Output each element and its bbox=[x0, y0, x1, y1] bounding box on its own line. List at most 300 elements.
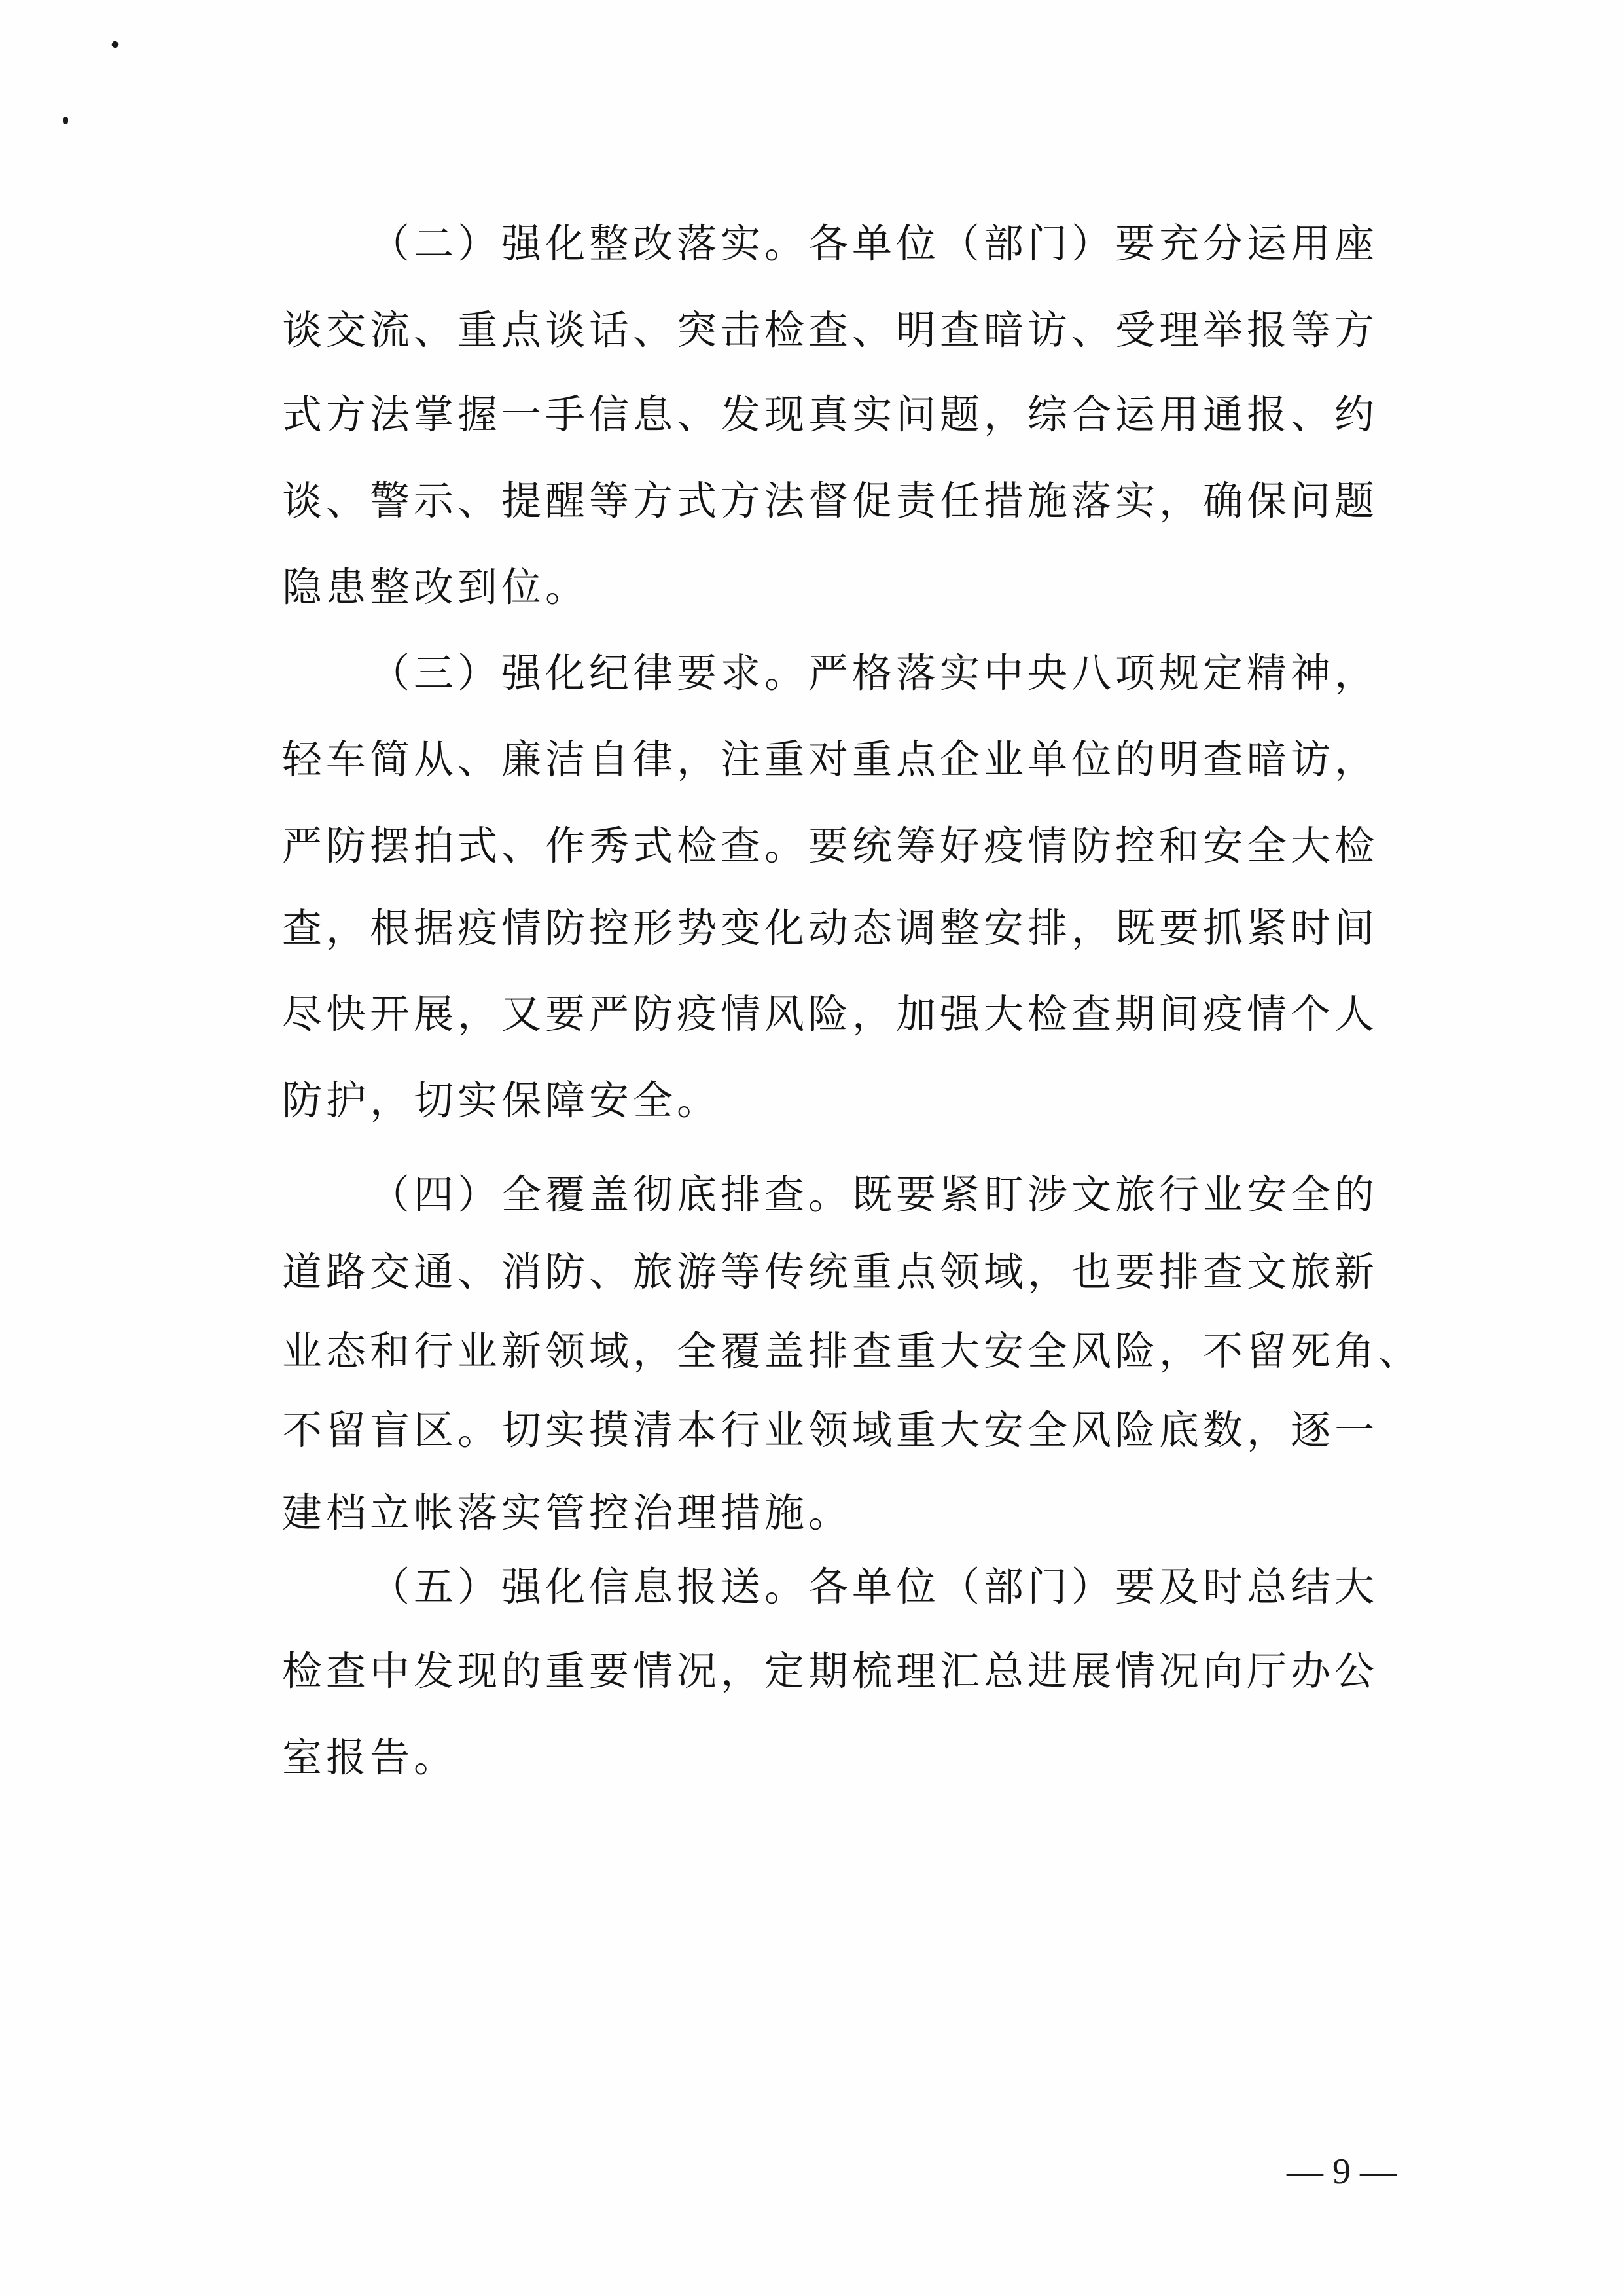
text-line bbox=[280, 1487, 850, 1539]
text-char: ， bbox=[1027, 1249, 1067, 1295]
text-char: 报 bbox=[325, 1734, 366, 1781]
text-char: 落 bbox=[895, 650, 936, 696]
text-char: 办 bbox=[1290, 1648, 1330, 1695]
text-char: 提 bbox=[501, 478, 541, 524]
text-char: 况 bbox=[676, 1648, 717, 1695]
text-line bbox=[280, 389, 1376, 441]
text-char: 报 bbox=[676, 1564, 717, 1610]
text-char: 落 bbox=[1071, 478, 1111, 524]
text-char: 排 bbox=[1027, 905, 1067, 952]
text-char: 逐 bbox=[1290, 1407, 1330, 1454]
text-char: 业 bbox=[764, 1407, 804, 1454]
text-char: 整 bbox=[369, 564, 410, 611]
text-char: 覆 bbox=[720, 1328, 760, 1374]
text-char: 汇 bbox=[939, 1648, 980, 1695]
text-char: 受 bbox=[1115, 307, 1155, 353]
text-char: 从 bbox=[413, 736, 454, 783]
text-char: 调 bbox=[895, 905, 936, 952]
text-char: 运 bbox=[1115, 391, 1155, 438]
text-char: 、 bbox=[1290, 391, 1330, 438]
text-char: 责 bbox=[895, 478, 936, 524]
text-char: 大 bbox=[939, 1407, 980, 1454]
text-char: 疫 bbox=[457, 905, 497, 952]
text-char: 及 bbox=[1158, 1564, 1199, 1610]
text-char: 点 bbox=[895, 736, 936, 783]
text-char: 查 bbox=[1202, 736, 1243, 783]
text-char: ） bbox=[457, 1172, 497, 1218]
text-char: 流 bbox=[369, 307, 410, 353]
text-char: 轻 bbox=[281, 736, 322, 783]
text-char: ， bbox=[1158, 1328, 1199, 1374]
text-char: 总 bbox=[1246, 1564, 1287, 1610]
text-char: 手 bbox=[544, 391, 585, 438]
text-char: 实 bbox=[1115, 478, 1155, 524]
text-char: 重 bbox=[457, 307, 497, 353]
text-char: 告 bbox=[369, 1734, 410, 1781]
text-char: 三 bbox=[413, 650, 454, 696]
text-char: 理 bbox=[895, 1648, 936, 1695]
text-char: （ bbox=[939, 1564, 980, 1610]
text-char: 领 bbox=[939, 1249, 980, 1295]
text-char: ， bbox=[676, 736, 717, 783]
text-char: 中 bbox=[983, 650, 1024, 696]
text-line bbox=[368, 1561, 1376, 1613]
text-char: 交 bbox=[325, 307, 366, 353]
text-line bbox=[368, 647, 1376, 700]
text-char: 展 bbox=[413, 991, 454, 1037]
text-char: 底 bbox=[676, 1172, 717, 1218]
text-char: 查 bbox=[325, 1648, 366, 1695]
text-char: 紧 bbox=[1246, 905, 1287, 952]
text-char: 时 bbox=[1290, 905, 1330, 952]
text-char: 业 bbox=[1202, 1172, 1243, 1218]
text-char: 方 bbox=[325, 391, 366, 438]
text-char: 行 bbox=[720, 1407, 760, 1454]
text-char: ， bbox=[325, 905, 366, 952]
text-char: 疫 bbox=[983, 823, 1024, 869]
text-char: （ bbox=[939, 221, 980, 267]
text-char: 。 bbox=[676, 1077, 717, 1124]
text-char: 重 bbox=[764, 736, 804, 783]
text-char: 纪 bbox=[588, 650, 629, 696]
text-char: 简 bbox=[369, 736, 410, 783]
text-char: 抓 bbox=[1202, 905, 1243, 952]
text-char: 间 bbox=[1334, 905, 1374, 952]
text-char: 强 bbox=[939, 991, 980, 1037]
text-char: 排 bbox=[720, 1172, 760, 1218]
text-char: ， bbox=[720, 1648, 760, 1695]
text-char: 实 bbox=[501, 1490, 541, 1536]
text-char: 用 bbox=[1290, 221, 1330, 267]
text-char: 严 bbox=[808, 650, 848, 696]
text-char: 注 bbox=[720, 736, 760, 783]
text-char: 合 bbox=[1071, 391, 1111, 438]
text-char: 实 bbox=[939, 650, 980, 696]
text-char: 不 bbox=[281, 1407, 322, 1454]
text-char: 期 bbox=[808, 1648, 848, 1695]
text-char: 要 bbox=[895, 1172, 936, 1218]
text-char: 查 bbox=[281, 905, 322, 952]
text-char: 文 bbox=[1071, 1172, 1111, 1218]
text-char: ， bbox=[1334, 736, 1374, 783]
text-char: 中 bbox=[369, 1648, 410, 1695]
text-char: 新 bbox=[501, 1328, 541, 1374]
text-char: ， bbox=[369, 1077, 410, 1124]
text-char: 的 bbox=[1115, 736, 1155, 783]
text-char: 行 bbox=[413, 1328, 454, 1374]
text-char: 现 bbox=[457, 1648, 497, 1695]
text-char: 人 bbox=[1334, 991, 1374, 1037]
text-char: 到 bbox=[457, 564, 497, 611]
text-line bbox=[368, 1169, 1376, 1221]
text-char: 握 bbox=[457, 391, 497, 438]
text-char: 强 bbox=[501, 1564, 541, 1610]
text-line bbox=[280, 562, 587, 614]
text-char: 查 bbox=[1202, 1249, 1243, 1295]
text-char: 紧 bbox=[939, 1172, 980, 1218]
text-char: 全 bbox=[1027, 1328, 1067, 1374]
text-line bbox=[280, 820, 1376, 872]
text-char: 确 bbox=[1202, 478, 1243, 524]
text-char: 大 bbox=[1290, 823, 1330, 869]
text-line bbox=[280, 1645, 1376, 1698]
text-char: 神 bbox=[1290, 650, 1330, 696]
text-char: 角 bbox=[1334, 1328, 1374, 1374]
text-char: 全 bbox=[1290, 1172, 1330, 1218]
text-char: 式 bbox=[676, 478, 717, 524]
text-char: 、 bbox=[457, 736, 497, 783]
text-char: 企 bbox=[939, 736, 980, 783]
text-char: 厅 bbox=[1246, 1648, 1287, 1695]
text-char: 形 bbox=[632, 905, 673, 952]
text-char: 梳 bbox=[851, 1648, 892, 1695]
text-char: 话 bbox=[588, 307, 629, 353]
text-char: 洁 bbox=[544, 736, 585, 783]
text-char: 盖 bbox=[588, 1172, 629, 1218]
text-char: 查 bbox=[1071, 991, 1111, 1037]
text-char: 息 bbox=[632, 391, 673, 438]
text-char: 报 bbox=[1246, 391, 1287, 438]
text-char: 、 bbox=[1378, 1328, 1418, 1374]
text-char: 单 bbox=[1027, 736, 1067, 783]
text-char: 作 bbox=[544, 823, 585, 869]
text-char: 治 bbox=[632, 1490, 673, 1536]
text-char: 安 bbox=[1246, 1172, 1287, 1218]
text-char: ） bbox=[457, 221, 497, 267]
text-char: 现 bbox=[764, 391, 804, 438]
text-line bbox=[280, 988, 1376, 1041]
text-char: 充 bbox=[1158, 221, 1199, 267]
text-char: 保 bbox=[501, 1077, 541, 1124]
text-char: 八 bbox=[1071, 650, 1111, 696]
text-char: 廉 bbox=[501, 736, 541, 783]
text-char: 各 bbox=[808, 1564, 848, 1610]
text-char: 严 bbox=[588, 991, 629, 1037]
text-char: 既 bbox=[851, 1172, 892, 1218]
text-char: 位 bbox=[501, 564, 541, 611]
text-char: 涉 bbox=[1027, 1172, 1067, 1218]
text-char: 。 bbox=[457, 1407, 497, 1454]
text-char: 动 bbox=[808, 905, 848, 952]
text-char: 安 bbox=[588, 1077, 629, 1124]
text-char: 要 bbox=[1158, 905, 1199, 952]
text-char: 全 bbox=[501, 1172, 541, 1218]
text-char: 个 bbox=[1290, 991, 1330, 1037]
text-char: 格 bbox=[851, 650, 892, 696]
text-char: 区 bbox=[413, 1407, 454, 1454]
text-char: 谈 bbox=[281, 478, 322, 524]
text-char: 分 bbox=[1202, 221, 1243, 267]
text-char: 、 bbox=[588, 1249, 629, 1295]
text-char: 重 bbox=[895, 1328, 936, 1374]
text-char: 精 bbox=[1246, 650, 1287, 696]
text-char: 领 bbox=[544, 1328, 585, 1374]
text-char: 情 bbox=[501, 905, 541, 952]
text-char: 重 bbox=[895, 1407, 936, 1454]
text-char: ） bbox=[457, 650, 497, 696]
text-char: 通 bbox=[1202, 391, 1243, 438]
text-line bbox=[280, 1732, 455, 1784]
text-char: 化 bbox=[544, 650, 585, 696]
text-char: 信 bbox=[588, 1564, 629, 1610]
text-char: 期 bbox=[1115, 991, 1155, 1037]
text-char: 全 bbox=[632, 1077, 673, 1124]
text-char: ） bbox=[457, 1564, 497, 1610]
text-char: 门 bbox=[1027, 1564, 1067, 1610]
text-char: 要 bbox=[1115, 221, 1155, 267]
text-char: 暗 bbox=[1246, 736, 1287, 783]
text-char: 律 bbox=[632, 736, 673, 783]
text-char: 用 bbox=[1158, 391, 1199, 438]
text-char: 一 bbox=[501, 391, 541, 438]
text-char: 查 bbox=[764, 1172, 804, 1218]
scan-speck-mark bbox=[63, 117, 68, 124]
text-char: 举 bbox=[1202, 307, 1243, 353]
text-char: 自 bbox=[588, 736, 629, 783]
text-line bbox=[280, 734, 1376, 786]
text-char: 疫 bbox=[676, 991, 717, 1037]
text-char: 访 bbox=[1290, 736, 1330, 783]
text-char: ， bbox=[851, 991, 892, 1037]
text-char: 业 bbox=[983, 736, 1024, 783]
text-char: 重 bbox=[851, 1249, 892, 1295]
text-char: 据 bbox=[413, 905, 454, 952]
text-char: 防 bbox=[325, 823, 366, 869]
text-char: 要 bbox=[1115, 1249, 1155, 1295]
text-char: 情 bbox=[1246, 991, 1287, 1037]
text-char: 击 bbox=[720, 307, 760, 353]
text-char: 统 bbox=[808, 1249, 848, 1295]
text-char: 检 bbox=[676, 823, 717, 869]
text-char: 落 bbox=[676, 221, 717, 267]
text-char: 谈 bbox=[544, 307, 585, 353]
text-char: 数 bbox=[1202, 1407, 1243, 1454]
text-char: 送 bbox=[720, 1564, 760, 1610]
text-char: 旅 bbox=[1115, 1172, 1155, 1218]
text-char: 领 bbox=[808, 1407, 848, 1454]
text-char: 排 bbox=[808, 1328, 848, 1374]
text-char: 隐 bbox=[281, 564, 322, 611]
text-char: 全 bbox=[1027, 1407, 1067, 1454]
text-char: 、 bbox=[1071, 307, 1111, 353]
text-char: 等 bbox=[720, 1249, 760, 1295]
text-char: 、 bbox=[632, 307, 673, 353]
text-char: 摸 bbox=[588, 1407, 629, 1454]
text-char: 等 bbox=[588, 478, 629, 524]
text-char: 险 bbox=[808, 991, 848, 1037]
text-char: ， bbox=[1071, 905, 1111, 952]
text-char: （ bbox=[369, 221, 410, 267]
text-char: 实 bbox=[544, 1407, 585, 1454]
text-char: 安 bbox=[1202, 823, 1243, 869]
text-char: 运 bbox=[1246, 221, 1287, 267]
text-char: 防 bbox=[632, 991, 673, 1037]
text-char: 单 bbox=[851, 221, 892, 267]
text-char: ， bbox=[1334, 650, 1374, 696]
text-char: 也 bbox=[1071, 1249, 1111, 1295]
text-char: 单 bbox=[851, 1564, 892, 1610]
text-char: 要 bbox=[588, 1648, 629, 1695]
text-char: 风 bbox=[764, 991, 804, 1037]
text-char: 和 bbox=[1158, 823, 1199, 869]
text-char: 。 bbox=[764, 221, 804, 267]
text-char: 盲 bbox=[369, 1407, 410, 1454]
text-char: 真 bbox=[808, 391, 848, 438]
text-char: 域 bbox=[851, 1407, 892, 1454]
text-char: ） bbox=[1071, 221, 1111, 267]
text-char: 新 bbox=[1334, 1249, 1374, 1295]
text-char: 道 bbox=[281, 1249, 322, 1295]
text-char: 题 bbox=[1334, 478, 1374, 524]
text-char: 秀 bbox=[588, 823, 629, 869]
text-char: 全 bbox=[676, 1328, 717, 1374]
text-char: 点 bbox=[501, 307, 541, 353]
text-char: 发 bbox=[720, 391, 760, 438]
text-char: 展 bbox=[1071, 1648, 1111, 1695]
text-char: 保 bbox=[1246, 478, 1287, 524]
text-char: 落 bbox=[457, 1490, 497, 1536]
text-char: 。 bbox=[764, 1564, 804, 1610]
text-char: ） bbox=[1071, 1564, 1111, 1610]
text-char: 旅 bbox=[1290, 1249, 1330, 1295]
text-line bbox=[368, 218, 1376, 270]
text-char: 建 bbox=[281, 1490, 322, 1536]
text-line bbox=[280, 475, 1376, 528]
text-char: 盯 bbox=[983, 1172, 1024, 1218]
text-char: 查 bbox=[851, 1328, 892, 1374]
text-char: 安 bbox=[983, 905, 1024, 952]
text-char: 不 bbox=[1202, 1328, 1243, 1374]
text-char: 重 bbox=[544, 1648, 585, 1695]
text-char: 留 bbox=[325, 1407, 366, 1454]
text-char: 域 bbox=[983, 1249, 1024, 1295]
text-char: 警 bbox=[369, 478, 410, 524]
text-char: （ bbox=[369, 650, 410, 696]
text-char: 立 bbox=[369, 1490, 410, 1536]
text-char: 结 bbox=[1290, 1564, 1330, 1610]
text-char: ， bbox=[983, 391, 1024, 438]
text-char: 查 bbox=[939, 307, 980, 353]
text-char: 排 bbox=[1158, 1249, 1199, 1295]
text-char: 式 bbox=[457, 823, 497, 869]
text-char: 督 bbox=[808, 478, 848, 524]
text-char: 控 bbox=[588, 905, 629, 952]
text-char: 整 bbox=[939, 905, 980, 952]
text-char: 。 bbox=[808, 1172, 848, 1218]
text-char: 促 bbox=[851, 478, 892, 524]
text-char: 控 bbox=[588, 1490, 629, 1536]
text-char: 安 bbox=[983, 1407, 1024, 1454]
text-line bbox=[280, 304, 1376, 357]
text-char: 留 bbox=[1246, 1328, 1287, 1374]
text-char: 险 bbox=[1115, 1328, 1155, 1374]
text-char: 检 bbox=[764, 307, 804, 353]
text-char: 变 bbox=[720, 905, 760, 952]
text-char: 加 bbox=[895, 991, 936, 1037]
text-char: 化 bbox=[544, 221, 585, 267]
text-char: 好 bbox=[939, 823, 980, 869]
text-char: 交 bbox=[369, 1249, 410, 1295]
text-char: 点 bbox=[895, 1249, 936, 1295]
text-char: 统 bbox=[851, 823, 892, 869]
text-char: 底 bbox=[1158, 1407, 1199, 1454]
text-char: 清 bbox=[632, 1407, 673, 1454]
text-char: 式 bbox=[632, 823, 673, 869]
text-char: 实 bbox=[851, 391, 892, 438]
text-char: 、 bbox=[457, 1249, 497, 1295]
text-char: 情 bbox=[1027, 823, 1067, 869]
text-char: 、 bbox=[501, 823, 541, 869]
text-char: 覆 bbox=[544, 1172, 585, 1218]
text-char: 项 bbox=[1115, 650, 1155, 696]
text-char: 发 bbox=[413, 1648, 454, 1695]
text-char: 安 bbox=[983, 1328, 1024, 1374]
text-line bbox=[280, 1246, 1376, 1299]
text-char: 访 bbox=[1027, 307, 1067, 353]
text-char: 患 bbox=[325, 564, 366, 611]
text-char: 检 bbox=[1027, 991, 1067, 1037]
text-char: 方 bbox=[720, 478, 760, 524]
text-char: 实 bbox=[720, 221, 760, 267]
text-char: 位 bbox=[895, 1564, 936, 1610]
text-char: 检 bbox=[281, 1648, 322, 1695]
text-char: 谈 bbox=[281, 307, 322, 353]
text-char: 任 bbox=[939, 478, 980, 524]
text-char: 筹 bbox=[895, 823, 936, 869]
text-char: 醒 bbox=[544, 478, 585, 524]
text-char: 规 bbox=[1158, 650, 1199, 696]
text-char: 。 bbox=[413, 1734, 454, 1781]
text-char: 理 bbox=[1158, 307, 1199, 353]
text-char: 进 bbox=[1027, 1648, 1067, 1695]
body-text bbox=[280, 0, 1418, 2296]
text-char: 要 bbox=[808, 823, 848, 869]
text-char: 实 bbox=[457, 1077, 497, 1124]
text-char: 游 bbox=[676, 1249, 717, 1295]
text-char: 等 bbox=[1290, 307, 1330, 353]
text-char: 。 bbox=[764, 650, 804, 696]
text-char: ， bbox=[632, 1328, 673, 1374]
text-char: 五 bbox=[413, 1564, 454, 1610]
text-char: 全 bbox=[1246, 823, 1287, 869]
text-char: 切 bbox=[413, 1077, 454, 1124]
text-char: 防 bbox=[281, 1077, 322, 1124]
text-char: 。 bbox=[808, 1490, 848, 1536]
text-char: 问 bbox=[895, 391, 936, 438]
text-char: 位 bbox=[1071, 736, 1111, 783]
text-char: 障 bbox=[544, 1077, 585, 1124]
text-char: 四 bbox=[413, 1172, 454, 1218]
